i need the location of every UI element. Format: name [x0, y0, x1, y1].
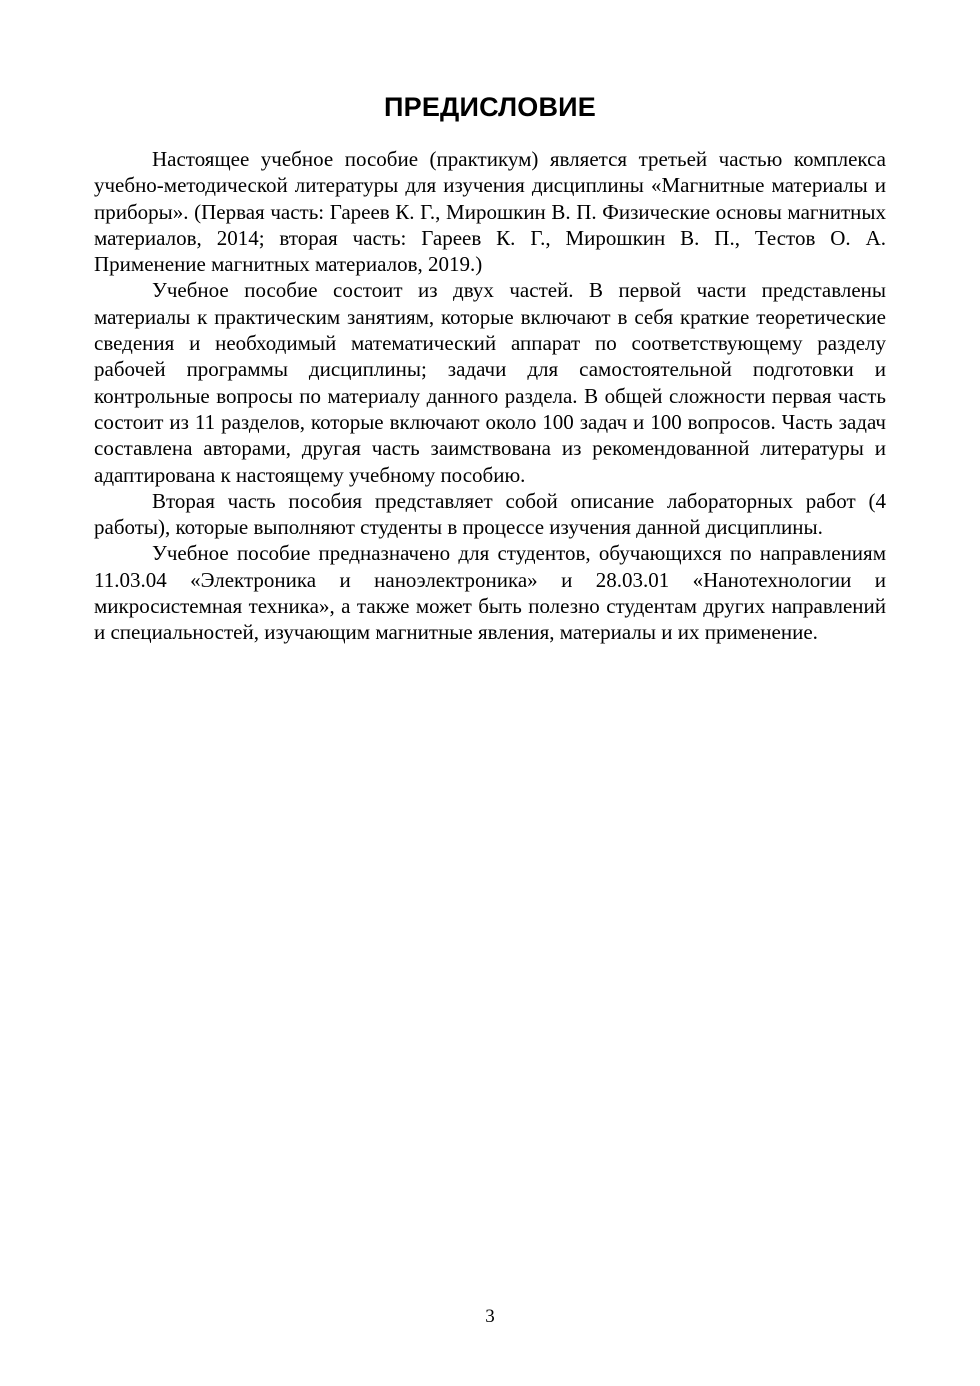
- paragraph-2: Учебное пособие состоит из двух частей. В первой части представлены материалы к практическим занятиям, которые включают в себя краткие теоретические сведения и необходимый математический аппарат по соответствующему разделу рабочей программы дисциплины; задачи для самостоятельной подготовки и контрольные вопросы по материалу данного раздела. В общей сложности первая часть состоит из 11 разделов, которые включают около 100 задач и 100 вопросов. Часть задач составлена авторами, другая часть заимствована из рекомендованной литературы и адаптирована к настоящему учебному пособию.: [94, 278, 886, 487]
- page-number: 3: [485, 1306, 495, 1327]
- paragraph-4: Учебное пособие предназначено для студентов, обучающихся по направлениям 11.03.04 «Электроника и наноэлектроника» и 28.03.01 «Нанотехнологии и микросистемная техника», а также может быть полезно студентам других направлений и специальностей, изучающим магнитные явления, материалы и их применение.: [94, 541, 886, 645]
- body-text: [94, 146, 886, 646]
- paragraph-1: Настоящее учебное пособие (практикум) является третьей частью комплекса учебно-методической литературы для изучения дисциплины «Магнитные материалы и приборы». (Первая часть: Гареев К. Г., Мирошкин В. П. Физические основы магнитных материалов, 2014; вторая часть: Гареев К. Г., Мирошкин В. П., Тестов О. А. Применение магнитных материалов, 2019.): [94, 147, 886, 277]
- paragraph-3: Вторая часть пособия представляет собой описание лабораторных работ (4 работы), которые выполняют студенты в процессе изучения данной дисциплины.: [94, 488, 886, 540]
- page-title: ПРЕДИСЛОВИЕ: [384, 92, 596, 122]
